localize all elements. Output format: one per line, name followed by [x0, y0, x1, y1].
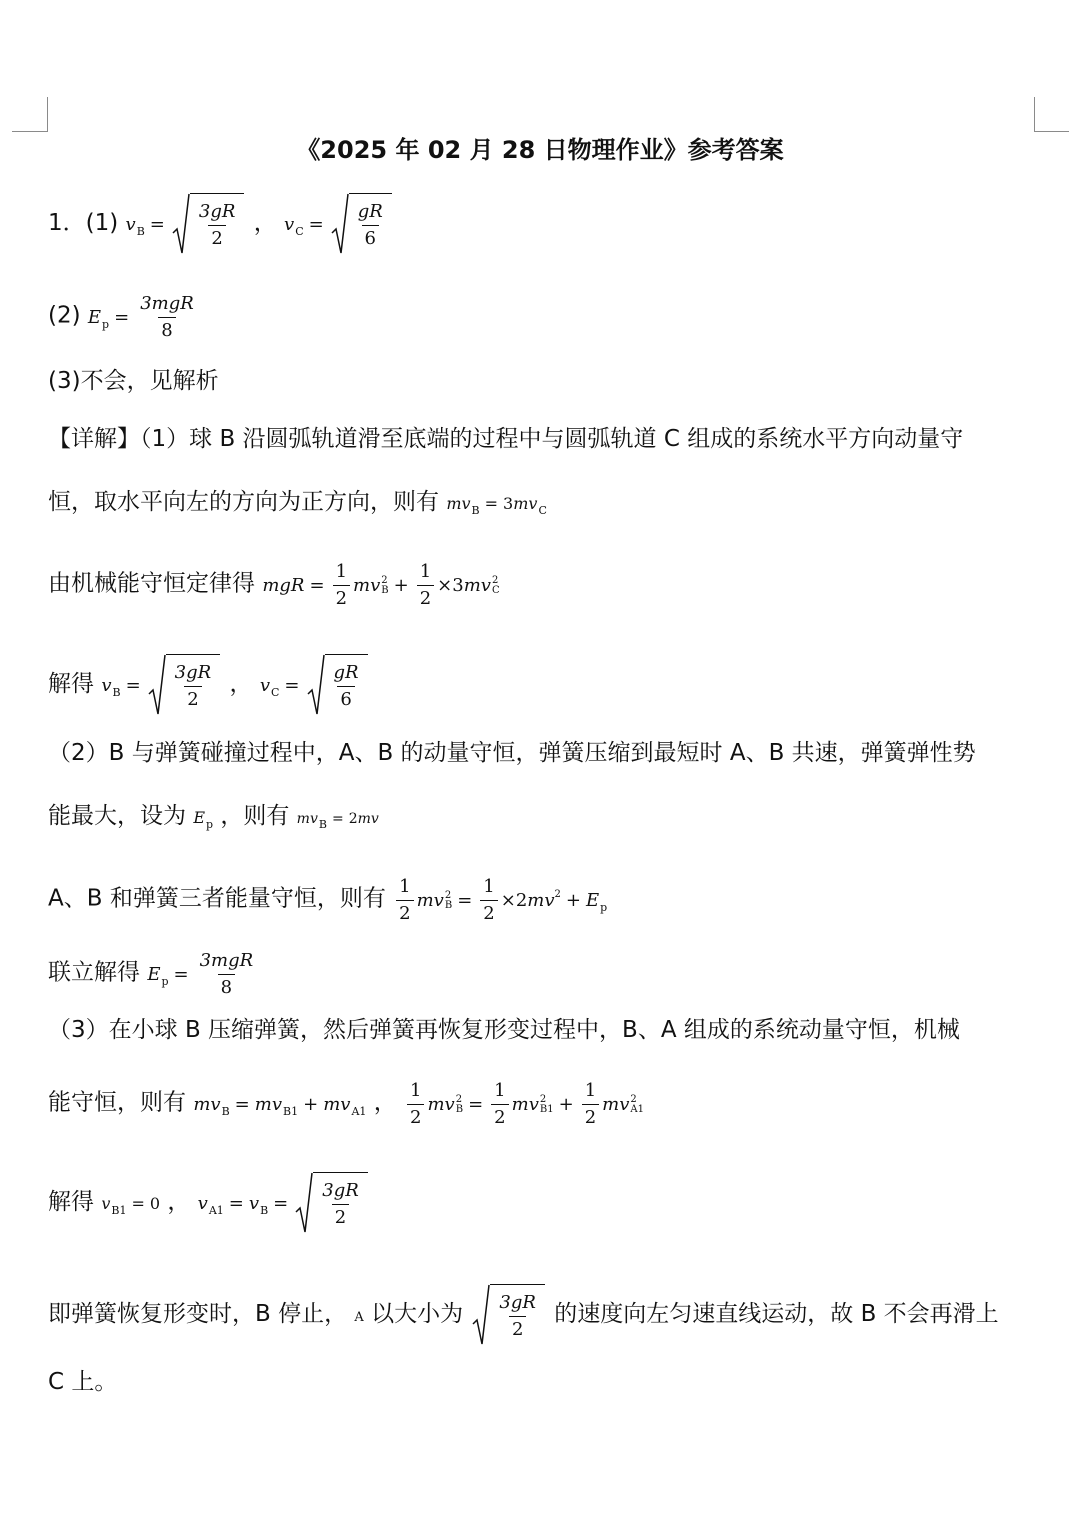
symbol-a: A: [354, 1310, 364, 1325]
formula-energy-3: $\frac{1}{2}$ mv 2 B = $\frac{1}{2}$ mv 2 B1 + $\frac{1}{2}$ mv 2 A1: [404, 1094, 644, 1115]
detail-para1-line3: 由机械能守恒定律得 mgR = $\frac{1}{2}$ mv 2 B + $\frac{1}{2}$ ×3mv 2 C: [48, 561, 500, 609]
crop-mark-top-right: [1034, 97, 1069, 132]
formula-momentum-3: $mv_B = mv_{B1} + mv_{A1}$: [193, 1093, 367, 1118]
formula-speed: $\frac{3gR}{2}$: [470, 1305, 547, 1326]
crop-mark-top-left: [12, 97, 48, 132]
formula-vb-2: $v_B$ = $\frac{3gR}{2}$: [101, 675, 222, 696]
document-title: 《2025 年 02 月 28 日物理作业》参考答案: [296, 136, 784, 164]
formula-energy-2: $\frac{1}{2}$ mv 2 B = $\frac{1}{2}$ $\times 2mv^2 + E_p$: [393, 890, 607, 911]
detail-para2-line2: 能最大，设为 $E_p$ ，则有 $mv_B = 2mv$: [48, 803, 379, 831]
formula-ep-symbol: $E_p$: [193, 808, 214, 831]
detail-para3-line2: 能守恒，则有 $mv_B = mv_{B1} + mv_{A1}$ ， $\frac{1}{2}$ mv 2 B = $\frac{1}{2}$ mv 2 B1 + $\frac{1}{2}$ mv 2 A1: [48, 1080, 644, 1128]
answer-1-label: 1．(1): [48, 210, 119, 236]
formula-va1: $v_{A1} = v_B$ = $\frac{3gR}{2}$: [198, 1193, 370, 1214]
formula-energy-1: mgR = $\frac{1}{2}$ mv 2 B + $\frac{1}{2}$ ×3mv 2 C: [262, 561, 500, 609]
formula-vc: $v_C$ = $\frac{gR}{6}$: [284, 214, 394, 235]
detail-para2-line4: 联立解得 $E_p$ = $\frac{\text{3mgR}}{8}$: [48, 950, 259, 999]
formula-momentum-1: $mv_B = 3mv_C$: [446, 494, 547, 517]
formula-vb: $v_B$ = $\frac{3gR}{2}$: [126, 214, 247, 235]
detail-para3-line3: 解得 $v_{B1} = 0$ ， $v_{A1} = v_B$ = $\frac{3gR}{2}$: [48, 1172, 370, 1236]
detail-para1-line1: 【详解】（1）球 B 沿圆弧轨道滑至底端的过程中与圆弧轨道 C 组成的系统水平方向动量守: [48, 426, 964, 452]
answer-1-part-2: [48, 293, 200, 342]
answer-1-part-1: 1．(1) $v_B$ = $\frac{3gR}{2}$ ， $v_C$ = $\frac{gR}{6}$: [48, 193, 394, 257]
detail-para2-line1: （2）B 与弹簧碰撞过程中，A、B 的动量守恒，弹簧压缩到最短时 A、B 共速，弹簧弹性势: [48, 740, 976, 766]
detail-para2-line3: A、B 和弹簧三者能量守恒，则有 $\frac{1}{2}$ mv 2 B = $\frac{1}{2}$ $\times 2mv^2 + E_p$: [48, 876, 608, 924]
detail-para3-line1: （3）在小球 B 压缩弹簧，然后弹簧再恢复形变过程中，B、A 组成的系统动量守恒，机械: [48, 1017, 960, 1043]
detail-para1-line4: 解得 $v_B$ = $\frac{3gR}{2}$ ， $v_C$ = $\frac{gR}{6}$: [48, 654, 370, 718]
formula-vc-2: $v_C$ = $\frac{gR}{6}$: [260, 675, 370, 696]
detail-para3-line5: C 上。: [48, 1369, 118, 1395]
formula-vb1: $v_{B1} = 0$: [101, 1194, 161, 1217]
formula-momentum-2: $mv_B = 2mv$: [296, 811, 379, 831]
formula-ep-result: $E_p$ = $\frac{\text{3mgR}}{8}$: [147, 950, 254, 998]
formula-ep: $E_p$ = $\frac{\text{3mgR}}{8}$: [87, 293, 194, 341]
answer-2-label: (2): [48, 302, 81, 329]
detail-para1-line2: 恒，取水平向左的方向为正方向，则有 $mv_B = 3mv_C$: [48, 489, 547, 517]
detail-para3-line4: 即弹簧恢复形变时，B 停止， A 以大小为 $\frac{3gR}{2}$ 的速度向左匀速直线运动，故 B 不会再滑上: [48, 1284, 999, 1348]
answer-1-part-3: (3)不会，见解析: [48, 368, 219, 394]
